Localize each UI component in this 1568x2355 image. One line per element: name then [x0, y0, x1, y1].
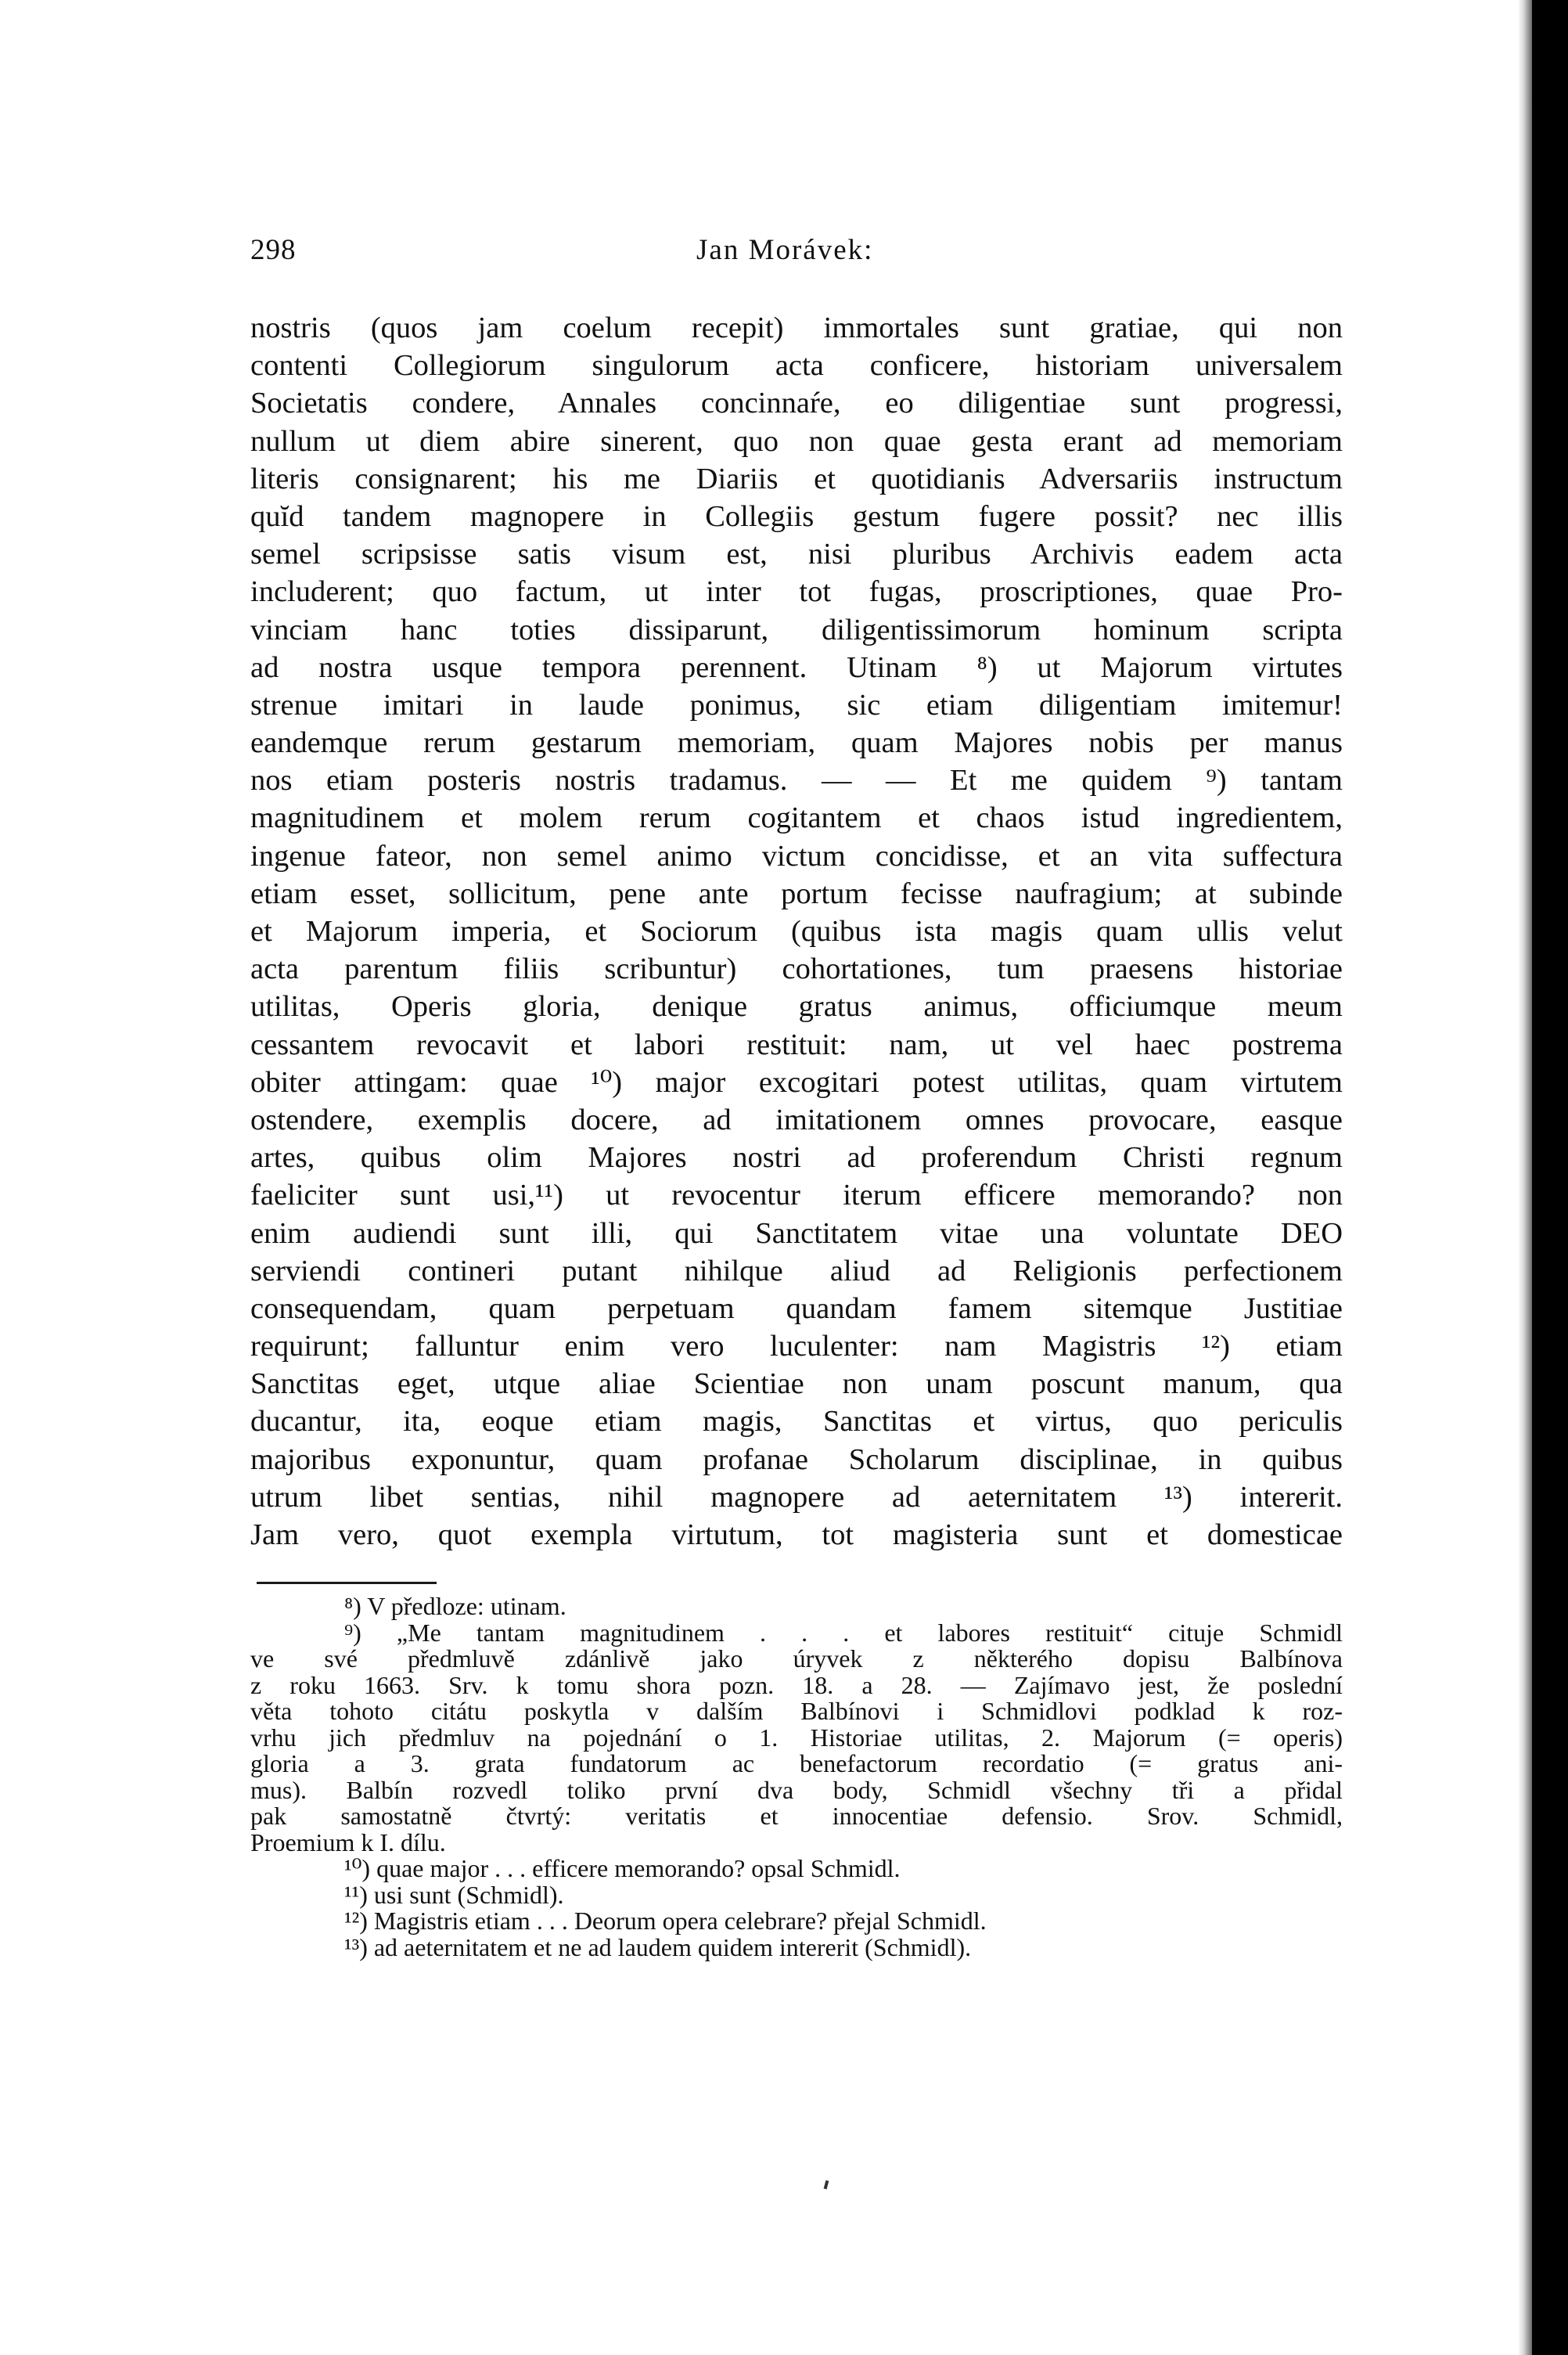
body-line: obiter attingam: quae ¹⁰) major excogitari potest utilitas, quam virtutem	[250, 1065, 1343, 1099]
body-line: cessantem revocavit et labori restituit: nam, ut vel haec postrema	[250, 1028, 1343, 1061]
body-line: etiam esset, sollicitum, pene ante portum fecisse naufragium; at subinde	[250, 877, 1343, 910]
body-line: magnitudinem et molem rerum cogitantem et chaos istud ingredientem,	[250, 801, 1343, 835]
body-line: nostris (quos jam coelum recepit) immortales sunt gratiae, qui non	[250, 311, 1343, 344]
body-line: et Majorum imperia, et Sociorum (quibus ista magis quam ullis velut	[250, 915, 1343, 948]
body-line: ad nostra usque tempora perennent. Utinam ⁸) ut Majorum virtutes	[250, 650, 1343, 684]
body-line: semel scripsisse satis visum est, nisi pluribus Archivis eadem acta	[250, 538, 1343, 571]
body-line: eandemque rerum gestarum memoriam, quam Majores nobis per manus	[250, 726, 1343, 760]
body-line: Societatis condere, Annales concinnaŕe, eo diligentiae sunt progressi,	[250, 387, 1343, 420]
footnote-line: ¹²) Magistris etiam . . . Deorum opera celebrare? přejal Schmidl.	[344, 1907, 987, 1935]
body-line: consequendam, quam perpetuam quandam famem sitemque Justitiae	[250, 1291, 1343, 1325]
body-line: ostendere, exemplis docere, ad imitationem omnes provocare, easque	[250, 1103, 1343, 1136]
body-line: ducantur, ita, eoque etiam magis, Sanctitas et virtus, quo periculis	[250, 1405, 1343, 1439]
body-text	[250, 309, 1343, 1554]
body-line: utrum libet sentias, nihil magnopere ad aeternitatem ¹³) intererit.	[250, 1480, 1343, 1514]
body-line: nullum ut diem abire sinerent, quo non quae gesta erant ad memoriam	[250, 424, 1343, 458]
footnote-line: ve své předmluvě zdánlivě jako úryvek z některého dopisu Balbínova	[250, 1644, 1343, 1673]
page-number: 298	[250, 234, 297, 266]
body-line: artes, quibus olim Majores nostri ad proferendum Christi regnum	[250, 1141, 1343, 1175]
page-header	[250, 221, 1343, 268]
body-line: serviendi contineri putant nihilque aliud ad Religionis perfectionem	[250, 1254, 1343, 1287]
body-line: vinciam hanc toties dissiparunt, diligentissimorum hominum scripta	[250, 613, 1343, 646]
body-line: quĭd tandem magnopere in Collegiis gestum fugere possit? nec illis	[250, 499, 1343, 533]
footnote-line: vrhu jich předmluv na pojednání o 1. Historiae utilitas, 2. Majorum (= operis)	[250, 1723, 1343, 1752]
footnotes	[250, 1593, 1343, 1961]
body-line: ingenue fateor, non semel animo victum concidisse, et an vita suffectura	[250, 839, 1343, 873]
running-title: Jan Morávek:	[696, 234, 874, 266]
footnote-line: ¹¹) usi sunt (Schmidl).	[344, 1880, 564, 1909]
footnote-line: mus). Balbín rozvedl toliko první dva body, Schmidl všechny tři a přidal	[250, 1775, 1343, 1804]
ink-speck	[824, 2180, 829, 2190]
footnote-line: ⁸) V předloze: utinam.	[344, 1592, 566, 1620]
footnote-line: ¹³) ad aeternitatem et ne ad laudem quidem intererit (Schmidl).	[344, 1932, 972, 1961]
body-line: Jam vero, quot exempla virtutum, tot magisteria sunt et domesticae	[250, 1518, 1343, 1551]
body-line: requirunt; falluntur enim vero luculenter: nam Magistris ¹²) etiam	[250, 1330, 1343, 1363]
page-edge-shadow	[1518, 0, 1532, 2355]
footnote-line: z roku 1663. Srv. k tomu shora pozn. 18. a 28. — Zajímavo jest, že poslední	[250, 1670, 1343, 1699]
body-line: contenti Collegiorum singulorum acta conficere, historiam universalem	[250, 349, 1343, 383]
body-line: acta parentum filiis scribuntur) cohortationes, tum praesens historiae	[250, 952, 1343, 986]
body-line: faeliciter sunt usi,¹¹) ut revocentur iterum efficere memorando? non	[250, 1179, 1343, 1212]
body-line: majoribus exponuntur, quam profanae Scholarum disciplinae, in quibus	[250, 1442, 1343, 1476]
body-line: Sanctitas eget, utque aliae Scientiae non unam poscunt manum, qua	[250, 1367, 1343, 1401]
footnote-line: pak samostatně čtvrtý: veritatis et innocentiae defensio. Srov. Schmidl,	[250, 1802, 1343, 1830]
footnote-line: Proemium k I. dílu.	[250, 1827, 446, 1856]
footnote-line: věta tohoto citátu poskytla v dalším Balbínovi i Schmidlovi podklad k roz-	[250, 1697, 1343, 1725]
footnote-separator	[257, 1582, 437, 1584]
body-line: includerent; quo factum, ut inter tot fugas, proscriptiones, quae Pro-	[250, 575, 1343, 609]
footnote-line: ⁹) „Me tantam magnitudinem . . . et labores restituit“ cituje Schmidl	[344, 1618, 1343, 1647]
footnote-line: gloria a 3. grata fundatorum ac benefactorum recordatio (= gratus ani-	[250, 1749, 1343, 1777]
body-line: strenue imitari in laude ponimus, sic etiam diligentiam imitemur!	[250, 688, 1343, 722]
body-line: literis consignarent; his me Diariis et quotidianis Adversariis instructum	[250, 462, 1343, 495]
footnote-line: ¹⁰) quae major . . . efficere memorando? opsal Schmidl.	[344, 1854, 901, 1882]
body-line: nos etiam posteris nostris tradamus. — — Et me quidem ⁹) tantam	[250, 764, 1343, 798]
body-line: enim audiendi sunt illi, qui Sanctitatem vitae una voluntate DEO	[250, 1216, 1343, 1250]
body-line: utilitas, Operis gloria, denique gratus animus, officiumque meum	[250, 990, 1343, 1024]
